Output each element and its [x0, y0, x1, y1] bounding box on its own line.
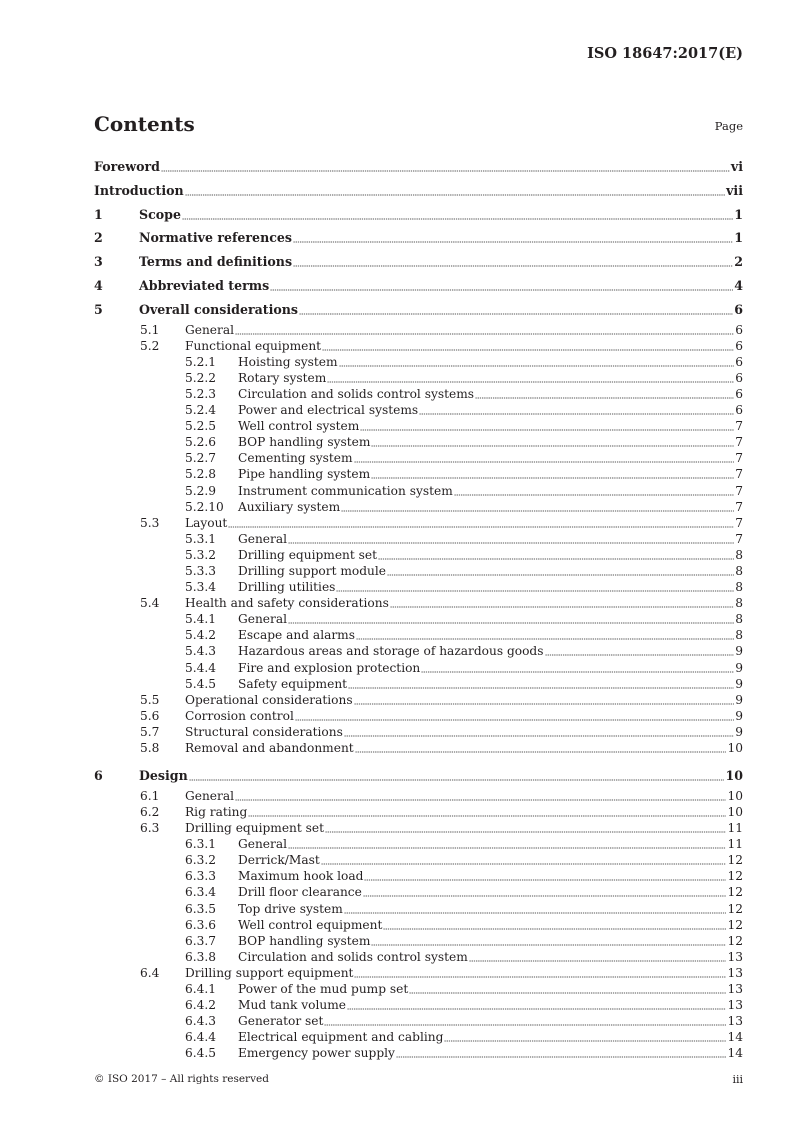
toc-entry[interactable] [94, 1029, 743, 1045]
dot-leader [354, 968, 726, 978]
toc-entry-page: 2 [734, 254, 743, 270]
toc-entry-page: 11 [727, 821, 743, 836]
toc-entry-title: Top drive system [238, 901, 343, 916]
dot-leader [444, 1032, 726, 1042]
toc-entry[interactable] [94, 692, 743, 708]
toc-entry-number: 5.3.1 [185, 531, 217, 546]
toc-entry-number: 6.1 [140, 788, 160, 803]
dot-leader [182, 210, 733, 220]
toc-entry-number: 5.6 [140, 708, 160, 723]
toc-entry[interactable] [94, 370, 743, 386]
toc-entry-number: 3 [94, 254, 103, 270]
dot-leader [321, 855, 727, 865]
toc-entry-number: 5.2.2 [185, 370, 217, 385]
toc-entry[interactable] [94, 804, 743, 820]
dot-leader [475, 389, 734, 399]
dot-leader [347, 1000, 726, 1010]
toc-entry[interactable] [94, 884, 743, 900]
dot-leader [295, 711, 734, 721]
dot-leader [363, 887, 727, 897]
dot-leader [339, 357, 735, 367]
toc-entry-number: 6.2 [140, 805, 160, 819]
toc-entry-title: Well control equipment [238, 917, 383, 932]
toc-entry[interactable] [94, 852, 743, 868]
toc-entry-number: 5.1 [140, 322, 160, 337]
toc-entry-page: 7 [735, 531, 743, 546]
toc-entry[interactable] [94, 933, 743, 949]
toc-entry[interactable] [94, 643, 743, 659]
toc-entry[interactable] [94, 226, 743, 250]
toc-entry-title: Hoisting system [238, 354, 338, 369]
toc-entry-number: 5.4.1 [185, 612, 217, 627]
toc-entry-number: 6.3 [140, 821, 160, 836]
toc-entry[interactable] [94, 660, 743, 676]
toc-entry-number: 5.4.4 [185, 660, 217, 675]
toc-entry-number: 5 [94, 301, 103, 317]
toc-entry[interactable] [94, 901, 743, 917]
toc-entry-page: 6 [734, 301, 743, 317]
toc-entry-title: Drilling equipment set [238, 547, 378, 562]
toc-entry[interactable] [94, 788, 743, 804]
dot-leader [185, 186, 725, 196]
table-of-contents [94, 155, 743, 1062]
dot-leader [235, 325, 734, 335]
toc-entry-title: Rig rating [185, 805, 248, 819]
toc-entry-page: 14 [727, 1046, 743, 1061]
toc-entry-number: 5.3 [140, 515, 160, 530]
toc-entry-page: 13 [727, 1014, 743, 1029]
toc-entry-title: Maximum hook load [238, 869, 364, 884]
toc-entry-number: 6.3.7 [185, 933, 217, 948]
toc-entry[interactable] [94, 155, 743, 179]
toc-entry-number: 6.3.3 [185, 869, 217, 884]
toc-entry[interactable] [94, 386, 743, 402]
toc-entry[interactable] [94, 298, 743, 322]
toc-entry-page: 13 [727, 949, 743, 964]
toc-entry-title: Hazardous areas and storage of hazardous goods [238, 644, 544, 659]
toc-entry-number: 5.7 [140, 724, 160, 739]
toc-entry-title: Abbreviated terms [139, 277, 270, 293]
toc-entry-page: 8 [735, 547, 743, 562]
toc-entry-title: Introduction [94, 182, 184, 198]
toc-entry-page: 12 [727, 933, 743, 948]
toc-entry[interactable] [94, 466, 743, 482]
toc-entry-number: 6 [94, 768, 103, 784]
toc-entry[interactable] [94, 740, 743, 756]
toc-entry-page: 12 [727, 869, 743, 884]
toc-entry-title: Health and safety considerations [185, 596, 389, 611]
dot-leader [390, 598, 734, 608]
toc-entry-title: BOP handling system [238, 933, 371, 948]
toc-entry[interactable] [94, 917, 743, 933]
toc-entry[interactable] [94, 820, 743, 836]
toc-entry-page: 14 [727, 1030, 743, 1045]
toc-entry[interactable] [94, 250, 743, 274]
toc-entry-number: 6.3.6 [185, 917, 217, 932]
toc-entry[interactable] [94, 949, 743, 965]
toc-entry-page: 6 [735, 403, 743, 418]
toc-entry-title: Removal and abandonment [185, 741, 354, 756]
toc-entry-title: Electrical equipment and cabling [238, 1030, 444, 1045]
toc-entry-title: Foreword [94, 159, 160, 174]
toc-entry-number: 5.5 [140, 692, 160, 707]
toc-entry-title: Structural considerations [185, 724, 343, 739]
dot-leader [378, 550, 734, 560]
toc-entry-title: Corrosion control [185, 708, 294, 723]
dot-leader [270, 281, 733, 291]
toc-entry-page: 6 [735, 354, 743, 369]
page-number: iii [732, 1073, 743, 1086]
toc-entry-page: 9 [735, 676, 743, 691]
toc-entry[interactable] [94, 274, 743, 298]
toc-entry[interactable] [94, 322, 743, 338]
dot-leader [336, 582, 734, 592]
toc-entry[interactable] [94, 418, 743, 434]
toc-entry-title: Drilling utilities [238, 580, 336, 595]
toc-entry-page: 12 [727, 901, 743, 916]
toc-entry[interactable] [94, 611, 743, 627]
toc-entry-title: Well control system [238, 419, 360, 434]
toc-entry-number: 6.3.4 [185, 885, 217, 900]
toc-entry-page: 9 [735, 692, 743, 707]
toc-entry-title: Scope [139, 206, 181, 222]
toc-entry-number: 5.4.2 [185, 628, 217, 643]
toc-entry-page: 1 [734, 206, 743, 222]
dot-leader [228, 518, 734, 528]
toc-entry-page: 12 [727, 885, 743, 900]
toc-entry-page: 8 [735, 563, 743, 578]
dot-leader [469, 952, 727, 962]
dot-leader [293, 233, 733, 243]
page-column-label: Page [714, 119, 743, 133]
toc-entry[interactable] [94, 981, 743, 997]
dot-leader [348, 679, 734, 689]
dot-leader [248, 807, 726, 817]
dot-leader [383, 920, 726, 930]
toc-entry-number: 5.3.4 [185, 580, 217, 595]
toc-entry[interactable] [94, 1045, 743, 1061]
toc-entry-title: Power and electrical systems [238, 403, 419, 418]
toc-entry-number: 6.4.1 [185, 982, 217, 997]
toc-entry-title: Operational considerations [185, 692, 353, 707]
toc-entry-number: 6.4.4 [185, 1030, 217, 1045]
toc-entry[interactable] [94, 1013, 743, 1029]
toc-entry-number: 5.3.2 [185, 547, 217, 562]
toc-entry-number: 5.2.7 [185, 451, 217, 466]
dot-leader [235, 791, 726, 801]
toc-entry-page: 8 [735, 596, 743, 611]
dot-leader [288, 614, 734, 624]
toc-entry-page: 10 [727, 788, 743, 803]
toc-entry-title: Drilling equipment set [185, 821, 325, 836]
copyright-notice: © ISO 2017 – All rights reserved [94, 1073, 269, 1085]
toc-entry[interactable] [94, 836, 743, 852]
dot-leader [161, 162, 730, 172]
toc-entry-number: 6.3.1 [185, 837, 217, 852]
toc-entry-number: 5.2.5 [185, 419, 217, 434]
dot-leader [325, 823, 726, 833]
toc-entry-title: Drilling support module [238, 563, 387, 578]
toc-entry[interactable] [94, 708, 743, 724]
toc-entry-page: 6 [735, 386, 743, 401]
toc-entry-page: 6 [735, 322, 743, 337]
toc-entry[interactable] [94, 724, 743, 740]
toc-entry-title: Overall considerations [139, 301, 299, 317]
toc-entry-page: vi [730, 159, 743, 174]
toc-entry[interactable] [94, 676, 743, 692]
dot-leader [360, 421, 734, 431]
dot-leader [354, 695, 735, 705]
toc-entry-page: 10 [727, 805, 743, 819]
toc-entry[interactable] [94, 579, 743, 595]
toc-entry-title: General [238, 837, 287, 852]
toc-entry-number: 5.2.8 [185, 467, 217, 482]
toc-entry[interactable] [94, 338, 743, 354]
dot-leader [355, 743, 727, 753]
toc-entry-page: 8 [735, 580, 743, 595]
toc-entry-number: 5.4.5 [185, 676, 217, 691]
toc-entry-number: 5.4.3 [185, 644, 217, 659]
toc-entry-number: 5.2.1 [185, 354, 217, 369]
toc-entry[interactable] [94, 499, 743, 515]
toc-entry-title: Normative references [139, 230, 293, 246]
dot-leader [324, 1016, 726, 1026]
toc-entry[interactable] [94, 515, 743, 531]
toc-entry-title: Circulation and solids control system [238, 949, 468, 964]
dot-leader [387, 566, 734, 576]
dot-leader [288, 534, 734, 544]
dot-leader [419, 405, 734, 415]
toc-entry[interactable] [94, 450, 743, 466]
toc-entry[interactable] [94, 531, 743, 547]
toc-entry-page: 13 [727, 998, 743, 1013]
dot-leader [322, 341, 734, 351]
toc-entry[interactable] [94, 997, 743, 1013]
toc-entry-title: Derrick/Mast [238, 853, 320, 868]
dot-leader [371, 469, 734, 479]
toc-entry-page: 7 [735, 451, 743, 466]
toc-entry-title: Auxiliary system [238, 499, 341, 514]
toc-entry-page: 12 [727, 853, 743, 868]
dot-leader [344, 727, 734, 737]
toc-entry-page: 10 [727, 741, 743, 756]
toc-entry-title: Cementing system [238, 451, 353, 466]
toc-entry-number: 2 [94, 230, 103, 246]
toc-entry-number: 5.2.4 [185, 403, 217, 418]
dot-leader [189, 771, 725, 781]
dot-leader [364, 871, 726, 881]
toc-entry-title: Safety equipment [238, 676, 348, 691]
toc-entry-number: 5.3.3 [185, 563, 217, 578]
toc-entry-page: 7 [735, 499, 743, 514]
toc-entry-number: 6.4.5 [185, 1046, 217, 1061]
toc-entry-page: vii [726, 182, 743, 198]
toc-entry-page: 10 [725, 768, 743, 784]
toc-entry[interactable] [94, 547, 743, 563]
document-code: ISO 18647:2017(E) [587, 45, 743, 62]
dot-leader [409, 984, 726, 994]
toc-entry-title: Rotary system [238, 370, 327, 385]
toc-entry[interactable] [94, 203, 743, 227]
dot-leader [356, 630, 734, 640]
toc-entry-page: 7 [735, 419, 743, 434]
toc-entry-number: 5.2.6 [185, 435, 217, 450]
toc-entry-title: General [185, 788, 234, 803]
toc-entry-title: General [238, 612, 287, 627]
toc-entry-number: 6.4 [140, 965, 160, 980]
dot-leader [344, 904, 727, 914]
toc-entry[interactable] [94, 965, 743, 981]
toc-entry-title: Generator set [238, 1014, 324, 1029]
toc-entry[interactable] [94, 868, 743, 884]
toc-entry-number: 5.2.3 [185, 386, 217, 401]
dot-leader [371, 437, 734, 447]
toc-entry-page: 13 [727, 965, 743, 980]
dot-leader [327, 373, 734, 383]
toc-entry-title: Pipe handling system [238, 467, 371, 482]
toc-entry-number: 6.3.8 [185, 949, 217, 964]
toc-entry-title: BOP handling system [238, 435, 371, 450]
page-title: Contents [94, 112, 195, 136]
toc-entry-number: 6.3.5 [185, 901, 217, 916]
toc-entry-title: Mud tank volume [238, 998, 347, 1013]
toc-entry-number: 4 [94, 277, 103, 293]
toc-entry-title: Fire and explosion protection [238, 660, 421, 675]
dot-leader [293, 257, 733, 267]
toc-entry-page: 9 [735, 724, 743, 739]
toc-entry-title: Escape and alarms [238, 628, 355, 643]
toc-entry-title: General [238, 531, 287, 546]
toc-entry[interactable] [94, 483, 743, 499]
toc-entry-title: Functional equipment [185, 338, 322, 353]
toc-entry-page: 6 [735, 338, 743, 353]
toc-entry[interactable] [94, 627, 743, 643]
toc-entry-title: Drill floor clearance [238, 885, 362, 900]
toc-entry-page: 13 [727, 982, 743, 997]
toc-entry-page: 8 [735, 628, 743, 643]
dot-leader [396, 1048, 727, 1058]
toc-entry-page: 7 [735, 483, 743, 498]
toc-entry[interactable] [94, 434, 743, 450]
dot-leader [545, 646, 735, 656]
toc-entry-title: Circulation and solids control systems [238, 386, 475, 401]
toc-entry[interactable] [94, 563, 743, 579]
toc-entry[interactable] [94, 402, 743, 418]
dot-leader [288, 839, 726, 849]
toc-entry-page: 9 [735, 708, 743, 723]
toc-entry-title: Design [139, 768, 188, 784]
toc-entry[interactable] [94, 354, 743, 370]
toc-entry-number: 5.2.10 [185, 499, 224, 514]
dot-leader [371, 936, 726, 946]
toc-entry-number: 6.3.2 [185, 853, 217, 868]
toc-entry-number: 5.8 [140, 741, 160, 756]
toc-entry-page: 9 [735, 660, 743, 675]
toc-entry-title: Instrument communication system [238, 483, 453, 498]
toc-entry-page: 7 [735, 435, 743, 450]
toc-entry-number: 6.4.2 [185, 998, 217, 1013]
toc-entry-title: General [185, 322, 234, 337]
toc-entry-number: 5.2 [140, 338, 160, 353]
toc-entry-page: 4 [734, 277, 743, 293]
toc-entry-page: 12 [727, 917, 743, 932]
toc-entry-page: 6 [735, 370, 743, 385]
toc-entry-page: 1 [734, 230, 743, 246]
dot-leader [454, 486, 734, 496]
toc-entry-number: 1 [94, 206, 103, 222]
toc-entry-page: 8 [735, 612, 743, 627]
dot-leader [299, 305, 733, 315]
toc-entry-title: Power of the mud pump set [238, 982, 409, 997]
toc-entry-page: 7 [735, 467, 743, 482]
dot-leader [354, 453, 735, 463]
toc-entry-page: 7 [735, 515, 743, 530]
dot-leader [421, 663, 734, 673]
toc-entry-title: Emergency power supply [238, 1046, 395, 1061]
toc-entry-number: 5.2.9 [185, 483, 217, 498]
toc-entry[interactable] [94, 764, 743, 788]
dot-leader [341, 502, 734, 512]
toc-entry[interactable] [94, 595, 743, 611]
toc-entry-title: Layout [185, 515, 228, 530]
toc-entry-title: Drilling support equipment [185, 965, 354, 980]
toc-entry-page: 11 [727, 837, 743, 852]
toc-entry-title: Terms and definitions [139, 254, 293, 270]
toc-entry-number: 6.4.3 [185, 1014, 217, 1029]
toc-entry-number: 5.4 [140, 596, 160, 611]
toc-entry-page: 9 [735, 644, 743, 659]
toc-entry[interactable] [94, 179, 743, 203]
